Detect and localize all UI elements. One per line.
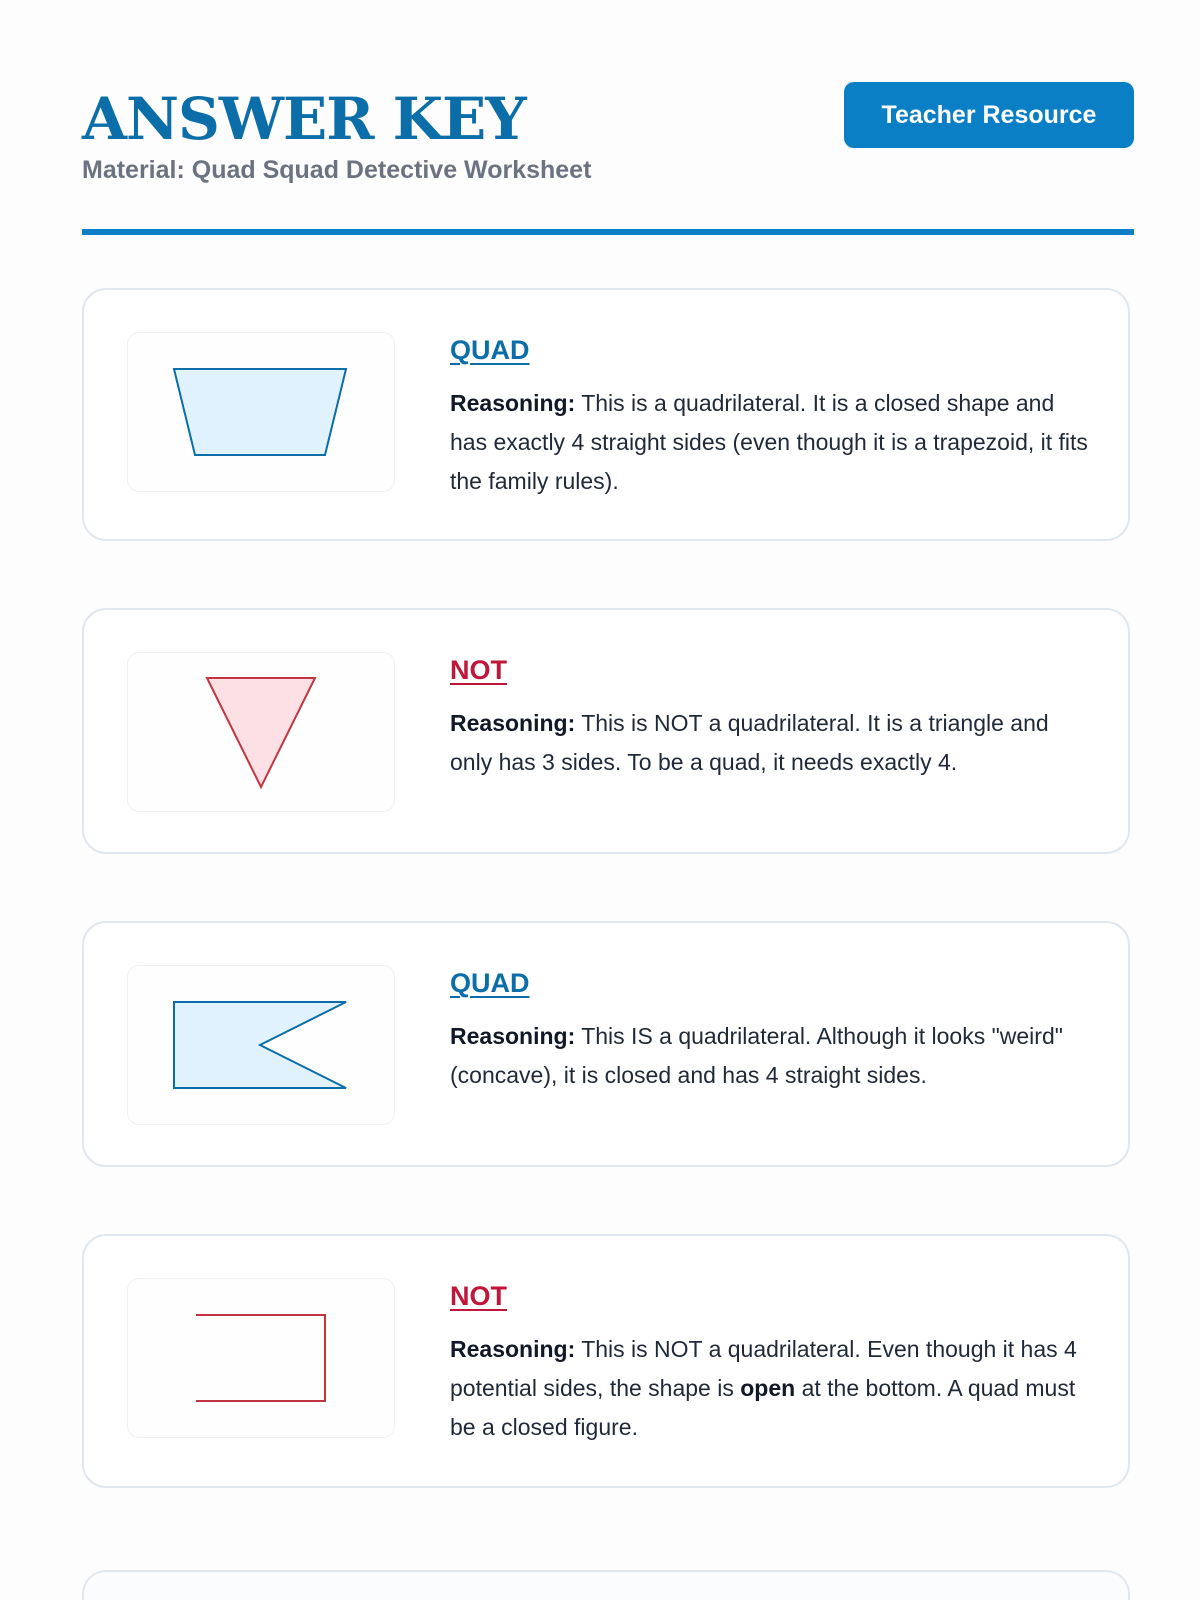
reasoning-body-end: at the bottom. A quad must be a closed figure.: [450, 1374, 1076, 1440]
trapezoid-shape: [128, 333, 396, 493]
shape-panel: [127, 332, 395, 492]
triangle-shape: [128, 653, 396, 813]
answer-card-5: [82, 1570, 1130, 1600]
answer-card-1: [82, 288, 1130, 541]
reasoning-label: Reasoning:: [450, 709, 576, 736]
answer-card-2: [82, 608, 1130, 854]
open-figure-shape: [128, 1279, 396, 1439]
shape-panel: [127, 1278, 395, 1438]
reasoning-text: [450, 1017, 1090, 1095]
shape-panel: [127, 965, 395, 1125]
answer-card-3: [82, 921, 1130, 1167]
reasoning-text: [450, 1330, 1090, 1447]
reasoning-text: [450, 704, 1090, 782]
reasoning-text: [450, 384, 1090, 501]
shape-panel: [127, 652, 395, 812]
verdict-label: NOT: [450, 655, 507, 685]
reasoning-emphasis: open: [740, 1374, 796, 1401]
reasoning-body: This IS a quadrilateral. Although it looks "weird" (concave), it is closed and has 4 straight sides.: [450, 1022, 1063, 1088]
concave-quad-shape: [128, 966, 396, 1126]
verdict-label: QUAD: [450, 335, 530, 365]
reasoning-body: This is NOT a quadrilateral. It is a triangle and only has 3 sides. To be a quad, it needs exactly 4.: [450, 709, 1049, 775]
reasoning-label: Reasoning:: [450, 389, 576, 416]
reasoning-body-start: This is NOT a quadrilateral. Even though it has 4 potential sides, the shape is: [450, 1335, 1077, 1401]
teacher-resource-button[interactable]: Teacher Resource: [844, 82, 1134, 148]
reasoning-label: Reasoning:: [450, 1335, 576, 1362]
page-header: [82, 82, 1134, 182]
verdict-label: NOT: [450, 1281, 507, 1311]
answer-card-4: [82, 1234, 1130, 1488]
verdict-label: QUAD: [450, 968, 530, 998]
reasoning-body: This is a quadrilateral. It is a closed shape and has exactly 4 straight sides (even though it is a trapezoid, it fits the family rules).: [450, 389, 1088, 494]
header-divider: [82, 229, 1134, 235]
reasoning-label: Reasoning:: [450, 1022, 576, 1049]
page-subtitle: Material: Quad Squad Detective Worksheet: [82, 156, 592, 184]
page-title: ANSWER KEY: [82, 85, 526, 153]
